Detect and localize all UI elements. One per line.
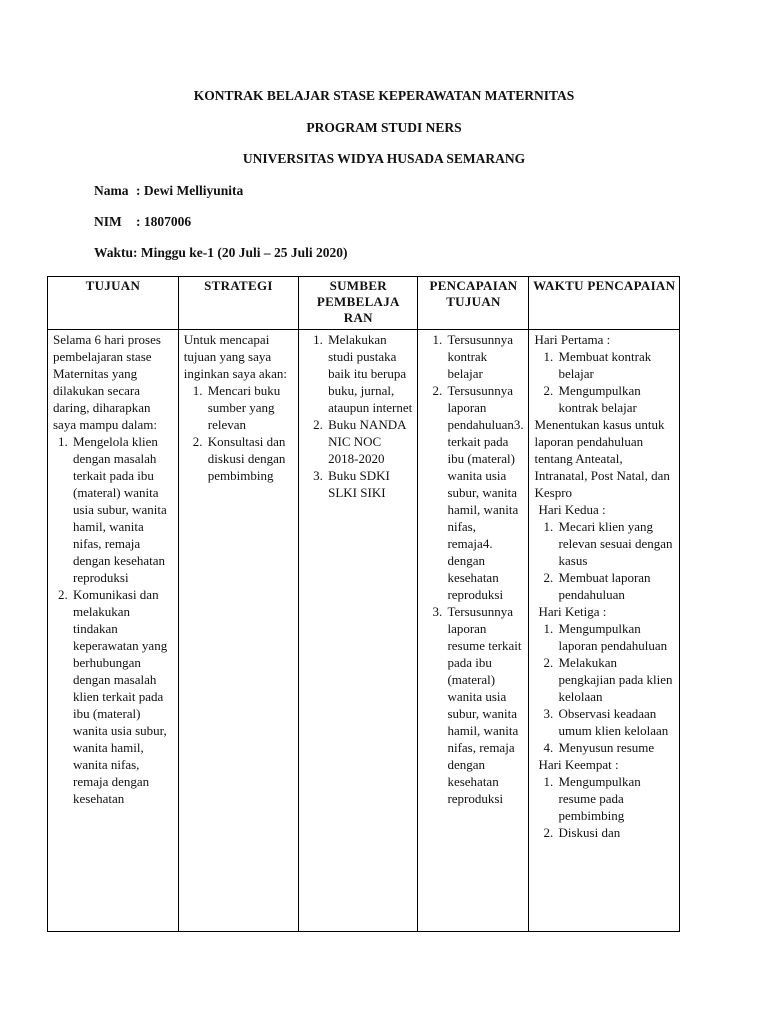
list-item: 1. Mencari buku sumber yang relevan xyxy=(206,382,293,433)
list-item: 2. Mengumpulkan kontrak belajar xyxy=(556,382,674,416)
header-pencapaian: PENCAPAIAN TUJUAN xyxy=(418,277,529,330)
program-name: PROGRAM STUDI NERS xyxy=(306,120,462,135)
cell-pencapaian xyxy=(418,330,529,932)
cell-sumber xyxy=(299,330,418,932)
list-item: 2. Konsultasi dan diskusi dengan pembimbing xyxy=(206,433,293,484)
name-value: : Dewi Melliyunita xyxy=(136,183,244,198)
list-item: 3. Tersusunnya laporan resume terkait pada ibu (materal) wanita usia subur, wanita hamil, wanita nifas, remaja dengan kesehatan reproduksi xyxy=(445,603,523,807)
list-item: 1. Membuat kontrak belajar xyxy=(556,348,674,382)
day2-label: Hari Kedua : xyxy=(538,502,606,517)
day3-list xyxy=(534,620,674,756)
name-label: Nama xyxy=(94,183,129,198)
list-item: 2. Tersusunnya laporan pendahuluan3. terkait pada ibu (materal) wanita usia subur, wanita hamil, wanita nifas, remaja4. dengan kesehatan reproduksi xyxy=(445,382,523,603)
list-item: 4. Menyusun resume xyxy=(556,739,674,756)
nim-label: NIM xyxy=(94,214,122,229)
list-item: 2. Buku NANDA NIC NOC 2018-2020 xyxy=(326,416,412,467)
time-value: Minggu ke-1 (20 Juli – 25 Juli 2020) xyxy=(140,245,348,260)
tujuan-intro: Selama 6 hari proses pembelajaran stase Maternitas yang dilakukan secara daring, diharapkan saya mampu dalam: xyxy=(53,332,161,432)
day3-label: Hari Ketiga : xyxy=(538,604,607,619)
day4-label: Hari Keempat : xyxy=(538,757,619,772)
list-item: 1. Mengelola klien dengan masalah terkait pada ibu (materal) wanita usia subur, wanita hamil, wanita nifas, remaja dengan kesehatan reproduksi xyxy=(71,433,173,586)
list-item: 2. Membuat laporan pendahuluan xyxy=(556,569,674,603)
day1-extra: Menentukan kasus untuk laporan pendahuluan tentang Anteatal, Intranatal, Post Natal, dan Kespro xyxy=(534,417,670,500)
day2-list xyxy=(534,518,674,603)
time-label: Waktu: xyxy=(94,245,138,260)
header-strategi: STRATEGI xyxy=(178,277,298,330)
cell-strategi xyxy=(178,330,298,932)
list-item: 1. Tersusunnya kontrak belajar xyxy=(445,331,523,382)
cell-waktu xyxy=(529,330,680,932)
list-item: 1. Melakukan studi pustaka baik itu berupa buku, jurnal, ataupun internet xyxy=(326,331,412,416)
document-title: KONTRAK BELAJAR STASE KEPERAWATAN MATERNITAS xyxy=(193,88,575,103)
time-row xyxy=(94,245,348,261)
header-sumber: SUMBER PEMBELAJA RAN xyxy=(299,277,418,330)
nim-value: : 1807006 xyxy=(136,214,192,229)
list-item: 2. Komunikasi dan melakukan tindakan keperawatan yang berhubungan dengan masalah klien terkait pada ibu (materal) wanita usia subur, wanita hamil, wanita nifas, remaja dengan kesehatan xyxy=(71,586,173,807)
list-item: 1. Mengumpulkan resume pada pembimbing xyxy=(556,773,674,824)
student-name-row xyxy=(94,183,243,199)
pencapaian-list xyxy=(423,331,523,807)
day1-list xyxy=(534,348,674,416)
list-item: 3. Observasi keadaan umum klien kelolaan xyxy=(556,705,674,739)
sumber-list xyxy=(304,331,412,501)
university-name: UNIVERSITAS WIDYA HUSADA SEMARANG xyxy=(242,151,526,166)
list-item: 1. Mengumpulkan laporan pendahuluan xyxy=(556,620,674,654)
table-header-row xyxy=(48,277,680,330)
student-nim-row xyxy=(94,214,191,230)
learning-contract-table xyxy=(47,276,680,932)
strategi-list xyxy=(184,382,293,484)
tujuan-list xyxy=(53,433,173,807)
header-tujuan: TUJUAN xyxy=(48,277,179,330)
day4-list xyxy=(534,773,674,841)
header-waktu: WAKTU PENCAPAIAN xyxy=(529,277,680,330)
list-item: 2. Diskusi dan xyxy=(556,824,674,841)
day1-label: Hari Pertama : xyxy=(534,332,611,347)
list-item: 3. Buku SDKI SLKI SIKI xyxy=(326,467,412,501)
table-row xyxy=(48,330,680,932)
strategi-intro: Untuk mencapai tujuan yang saya inginkan saya akan: xyxy=(183,332,287,381)
cell-tujuan xyxy=(48,330,179,932)
list-item: 1. Mecari klien yang relevan sesuai dengan kasus xyxy=(556,518,674,569)
list-item: 2. Melakukan pengkajian pada klien kelolaan xyxy=(556,654,674,705)
